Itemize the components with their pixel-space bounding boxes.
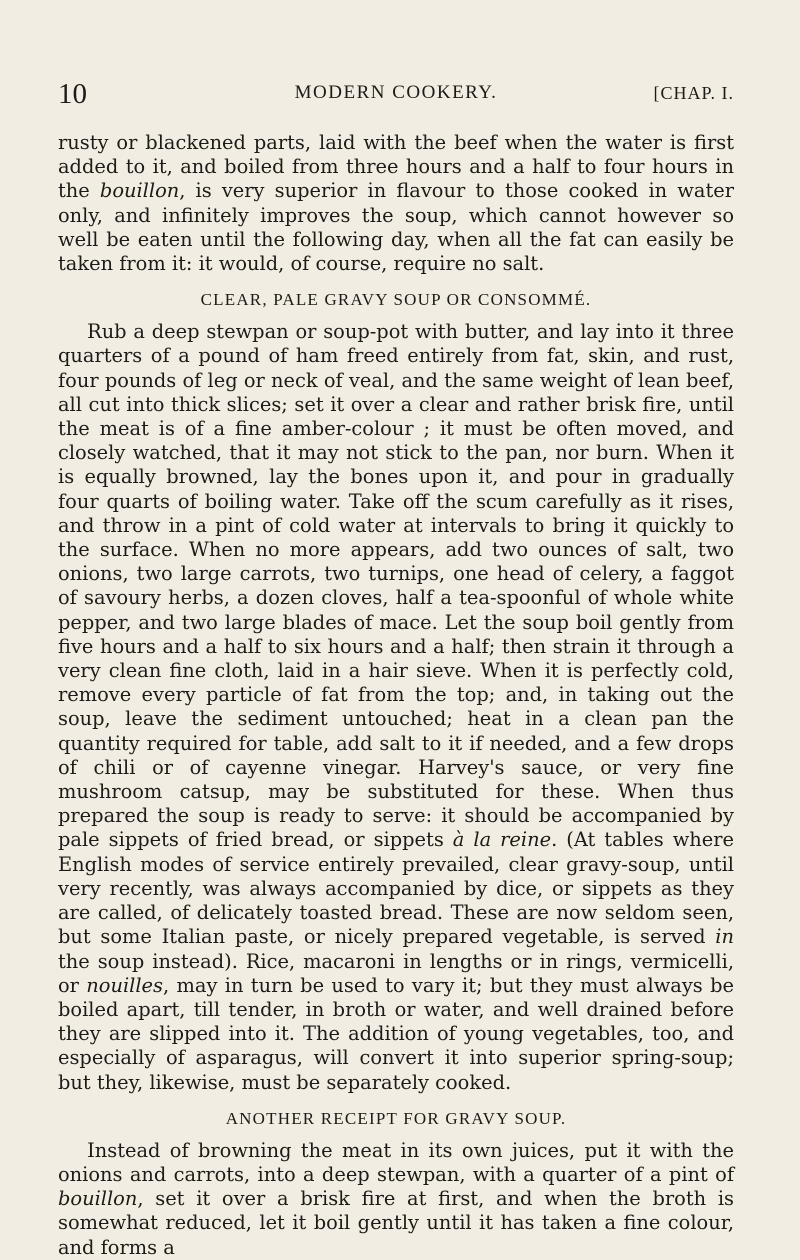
gravy-soup-italic-1: bouillon [58, 1187, 138, 1211]
consomme-paragraph [58, 320, 734, 1095]
consomme-italic-2: in [715, 925, 734, 949]
chapter-mark: [CHAP. I. [653, 83, 734, 103]
consomme-text-c: the soup instead). Rice, macaroni in lengths or in rings, vermicelli, or [58, 949, 734, 997]
intro-italic-1: bouillon [99, 179, 180, 203]
gravy-soup-text-b: , set it over a brisk fire at first, and when the broth is somewhat reduced, let it boil gently until it has taken a fine colour, and forms a [58, 1187, 734, 1259]
consomme-text-a: Rub a deep stewpan or soup-pot with butter, and lay into it three quarters of a pound of ham freed entirely from fat, skin, and rust, four pounds of leg or neck of veal, and the same weight of lean beef, all cut into thick slices; set it over a clear and rather brisk fire, until the meat is of a fine amber-colour ; it must be often moved, and closely watched, that it may not stick to the pan, nor burn. When it is equally browned, lay the bones upon it, and pour in gradually four quarts of boiling water. Take off the scum carefully as it rises, and throw in a pint of cold water at intervals to bring it quickly to the surface. When no more appears, add two ounces of salt, two onions, two large carrots, two turnips, one head of celery, a faggot of savoury herbs, a dozen cloves, half a tea-spoonful of whole white pepper, and two large blades of mace. Let the soup boil gently from five hours and a half to six hours and a half; then strain it through a very clean fine cloth, laid in a hair sieve. When it is perfectly cold, remove every particle of fat from the top; and, in taking out the soup, leave the sediment untouched; heat in a clean pan the quantity required for table, add salt to it if needed, and a few drops of chili or of cayenne vinegar. Harvey's sauce, or very fine mushroom catsup, may be substituted for these. When thus prepared the soup is ready to serve: it should be accompanied by pale sippets of fried bread, or sippets [58, 320, 734, 852]
intro-paragraph [58, 131, 734, 276]
consomme-text-b: . (At tables where English modes of service entirely prevailed, clear gravy-soup, until very recently, was always accompanied by dice, or sippets as they are called, of delicately toasted bread. These are now seldom seen, but some Italian paste, or nicely prepared vegetable, is served [58, 828, 735, 949]
page-number: 10 [58, 78, 87, 110]
running-head: MODERN COOKERY. [294, 82, 498, 103]
section-title-gravy-soup: ANOTHER RECEIPT FOR GRAVY SOUP. [225, 1108, 567, 1128]
intro-text-a: rusty or blackened parts, laid with the beef when the water is first added to it, and boiled from three hours and a half to four hours in the [58, 131, 734, 203]
gravy-soup-paragraph [58, 1139, 734, 1260]
gravy-soup-text-a: Instead of browning the meat in its own juices, put it with the onions and carrots, into a deep stewpan, with a quarter of a pint of [58, 1138, 734, 1186]
page-body [58, 131, 734, 1260]
consomme-italic-3: nouilles [86, 973, 163, 997]
intro-text-b: , is very superior in flavour to those cooked in water only, and infinitely improves the soup, which cannot however so well be eaten until the following day, when all the fat can easily be taken from it: it would, of course, require no salt. [58, 179, 735, 276]
section-title-consomme: CLEAR, PALE GRAVY SOUP OR CONSOMMÉ. [200, 290, 592, 310]
consomme-italic-1: à la reine [452, 828, 552, 852]
consomme-text-d: , may in turn be used to vary it; but they must always be boiled apart, till tender, in broth or water, and well drained before they are slipped into it. The addition of young vegetables, too, and especially of asparagus, will convert it into superior spring-soup; but they, likewise, must be separately cooked. [58, 973, 734, 1094]
page-header [58, 76, 734, 116]
